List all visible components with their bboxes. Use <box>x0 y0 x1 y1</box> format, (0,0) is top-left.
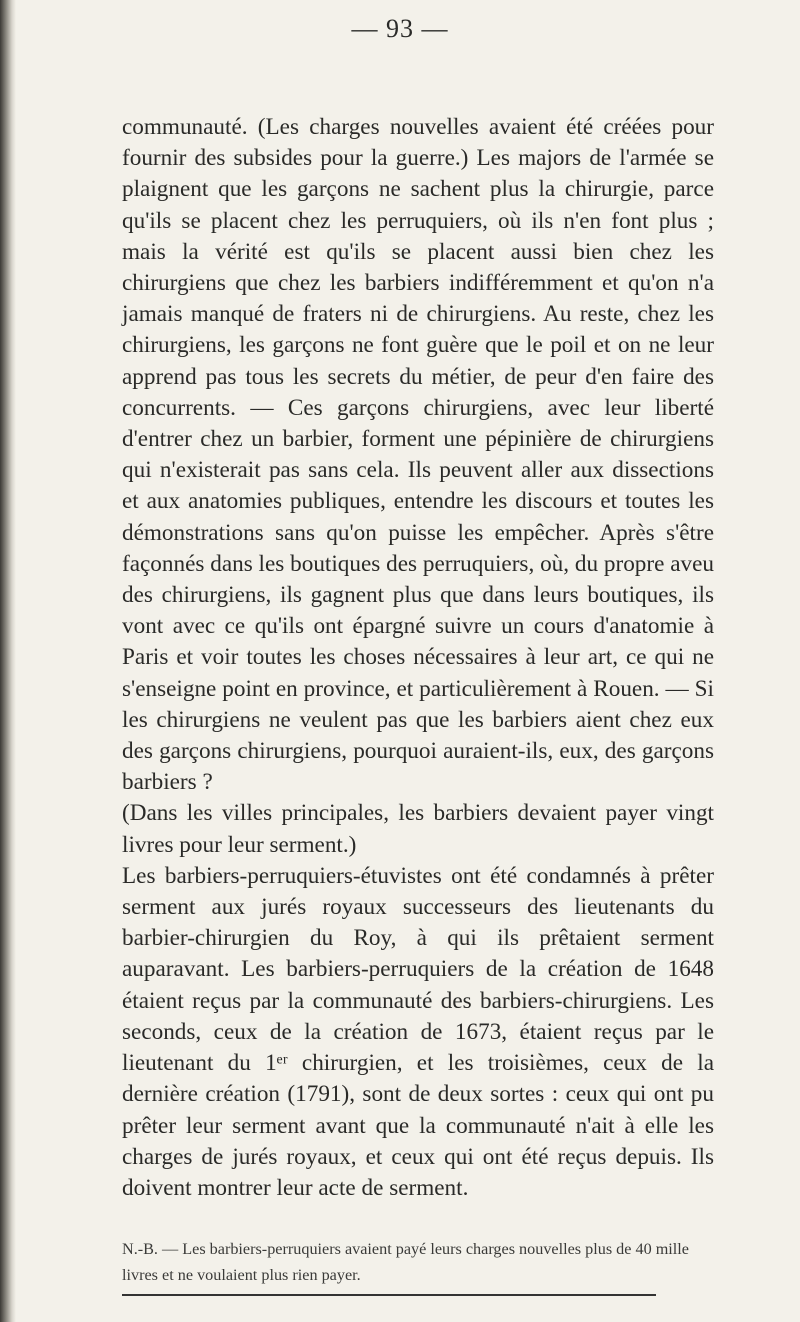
page-binding-edge <box>0 0 16 1322</box>
body-text <box>122 112 714 1204</box>
footnote <box>122 1236 722 1288</box>
paragraph-1: communauté. (Les charges nouvelles avaient été créées pour fournir des subsides pour la guerre.) Les majors de l'armée se plaignent que les garçons ne sachent plus la chirurgie, parce qu'ils se placent chez les perruquiers, où ils n'en font plus ; mais la vérité est qu'ils se placent aussi bien chez les chirurgiens que chez les barbiers indifféremment et qu'on n'a jamais manqué de fraters ni de chirurgiens. Au reste, chez les chirurgiens, les garçons ne font guère que le poil et on ne leur apprend pas tous les secrets du métier, de peur d'en faire des concurrents. — Ces garçons chirurgiens, avec leur liberté d'entrer chez un barbier, forment une pépinière de chirurgiens qui n'existerait pas sans cela. Ils peuvent aller aux dissections et aux anatomies publiques, entendre les discours et toutes les démonstrations sans qu'on puisse les empêcher. Après s'être façonnés dans les boutiques des perruquiers, où, du propre aveu des chirurgiens, ils gagnent plus que dans leurs boutiques, ils vont avec ce qu'ils ont épargné suivre un cours d'anatomie à Paris et voir toutes les choses nécessaires à leur art, ce qui ne s'enseigne point en province, et particulièrement à Rouen. — Si les chirurgiens ne veulent pas que les barbiers aient chez eux des garçons chirurgiens, pourquoi auraient-ils, eux, des garçons barbiers ? <box>122 114 714 796</box>
bottom-rule <box>122 1294 656 1296</box>
paragraph-2: (Dans les villes principales, les barbiers devaient payer vingt livres pour leur serment.) <box>122 800 714 858</box>
paragraph-3: Les barbiers-perruquiers-étuvistes ont été condamnés à prêter serment aux jurés royaux successeurs des lieutenants du barbier-chirurgien du Roy, à qui ils prêtaient serment auparavant. Les barbiers-perruquiers de la création de 1648 étaient reçus par la communauté des barbiers-chirurgiens. Les seconds, ceux de la création de 1673, étaient reçus par le lieutenant du 1ᵉʳ chirurgien, et les troisièmes, ceux de la dernière création (1791), sont de deux sortes : ceux qui ont pu prêter leur serment avant que la communauté n'ait à elle les charges de jurés royaux, et ceux qui ont été reçus depuis. Ils doivent montrer leur acte de serment. <box>122 862 714 1201</box>
page-number: — 93 — <box>351 14 449 43</box>
footnote-text: N.-B. — Les barbiers-perruquiers avaient payé leurs charges nouvelles plus de 40 mille livres et ne voulaient plus rien payer. <box>122 1240 689 1284</box>
